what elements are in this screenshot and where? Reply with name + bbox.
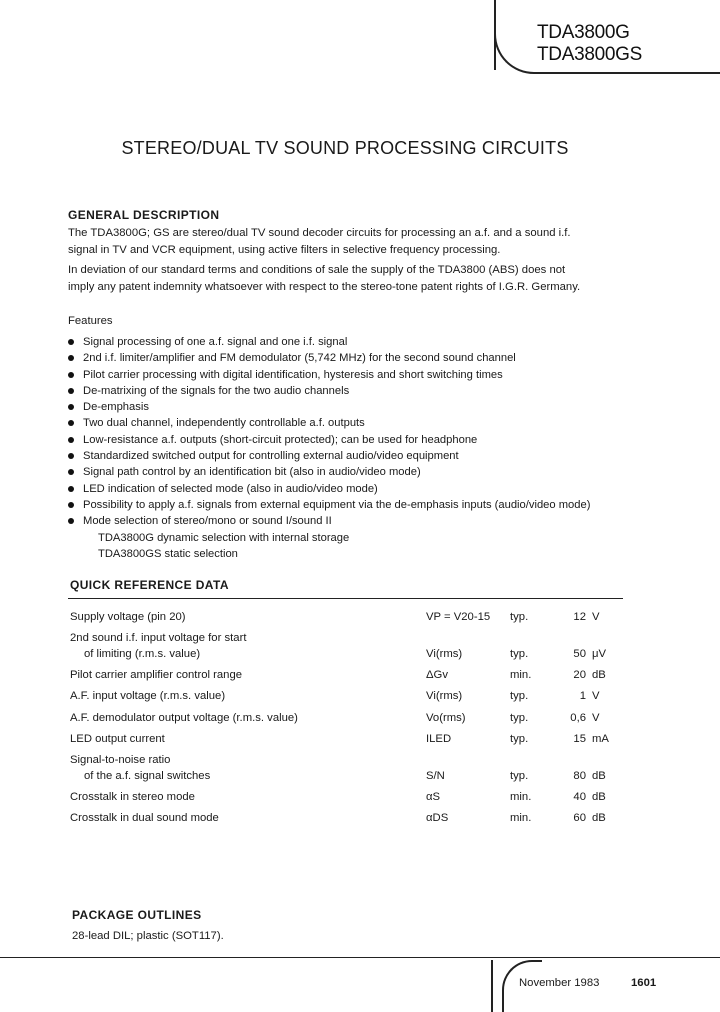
bullet-icon [68, 453, 74, 459]
footer-divider-line [491, 960, 493, 1012]
bullet-icon [68, 404, 74, 410]
package-outlines-text: 28-lead DIL; plastic (SOT117). [72, 930, 224, 942]
feature-item: Two dual channel, independently controllable a.f. outputs [68, 415, 688, 431]
feature-item: Signal path control by an identification bit (also in audio/video mode) [68, 464, 688, 480]
feature-sub-item: TDA3800G dynamic selection with internal storage [98, 531, 350, 544]
para1-line1: The TDA3800G; GS are stereo/dual TV sound decoder circuits for processing an a.f. and a sound i.f. [68, 227, 571, 239]
feature-item: Low-resistance a.f. outputs (short-circuit protected); can be used for headphone [68, 432, 688, 448]
bullet-icon [68, 339, 74, 345]
bullet-icon [68, 486, 74, 492]
para2-line1: In deviation of our standard terms and conditions of sale the supply of the TDA3800 (ABS) does not [68, 264, 566, 276]
feature-item: De-matrixing of the signals for the two audio channels [68, 383, 688, 399]
feature-item: Pilot carrier processing with digital identification, hysteresis and short switching times [68, 367, 688, 383]
bullet-icon [68, 518, 74, 524]
bullet-icon [68, 469, 74, 475]
header-rule [548, 72, 720, 74]
bullet-icon [68, 502, 74, 508]
bullet-icon [68, 372, 74, 378]
footer-rule [0, 957, 720, 958]
para1-line2: signal in TV and VCR equipment, using active filters in selective frequency processing. [68, 244, 501, 256]
feature-item: Possibility to apply a.f. signals from external equipment via the de-emphasis inputs (audio/video mode) [68, 497, 688, 513]
feature-item: Mode selection of stereo/mono or sound I/sound II [68, 513, 688, 529]
footer-date: November 1983 [519, 977, 600, 989]
part-number-primary: TDA3800G [537, 22, 630, 43]
document-title: STEREO/DUAL TV SOUND PROCESSING CIRCUITS [121, 138, 569, 158]
feature-item: De-emphasis [68, 399, 688, 415]
table-top-rule [68, 598, 623, 599]
bullet-icon [68, 388, 74, 394]
para2-line2: imply any patent indemnity whatsoever with respect to the stereo-tone patent rights of I.G.R. Germany. [68, 281, 581, 293]
package-outlines-heading: PACKAGE OUTLINES [72, 908, 202, 922]
bullet-icon [68, 355, 74, 361]
general-description-para2 [68, 262, 668, 296]
quick-reference-heading: QUICK REFERENCE DATA [70, 578, 229, 592]
general-description-heading: GENERAL DESCRIPTION [68, 208, 220, 222]
bullet-icon [68, 420, 74, 426]
feature-item: LED indication of selected mode (also in audio/video mode) [68, 481, 688, 497]
feature-item: 2nd i.f. limiter/amplifier and FM demodulator (5,742 MHz) for the second sound channel [68, 350, 688, 366]
feature-item: Signal processing of one a.f. signal and one i.f. signal [68, 334, 688, 350]
features-list [68, 334, 688, 562]
feature-item: Standardized switched output for controlling external audio/video equipment [68, 448, 688, 464]
page-number: 1601 [631, 977, 657, 989]
features-heading: Features [68, 315, 113, 327]
bullet-icon [68, 437, 74, 443]
feature-sub-item: TDA3800GS static selection [98, 547, 238, 560]
general-description-para1 [68, 225, 668, 259]
part-number-secondary: TDA3800GS [537, 44, 643, 65]
